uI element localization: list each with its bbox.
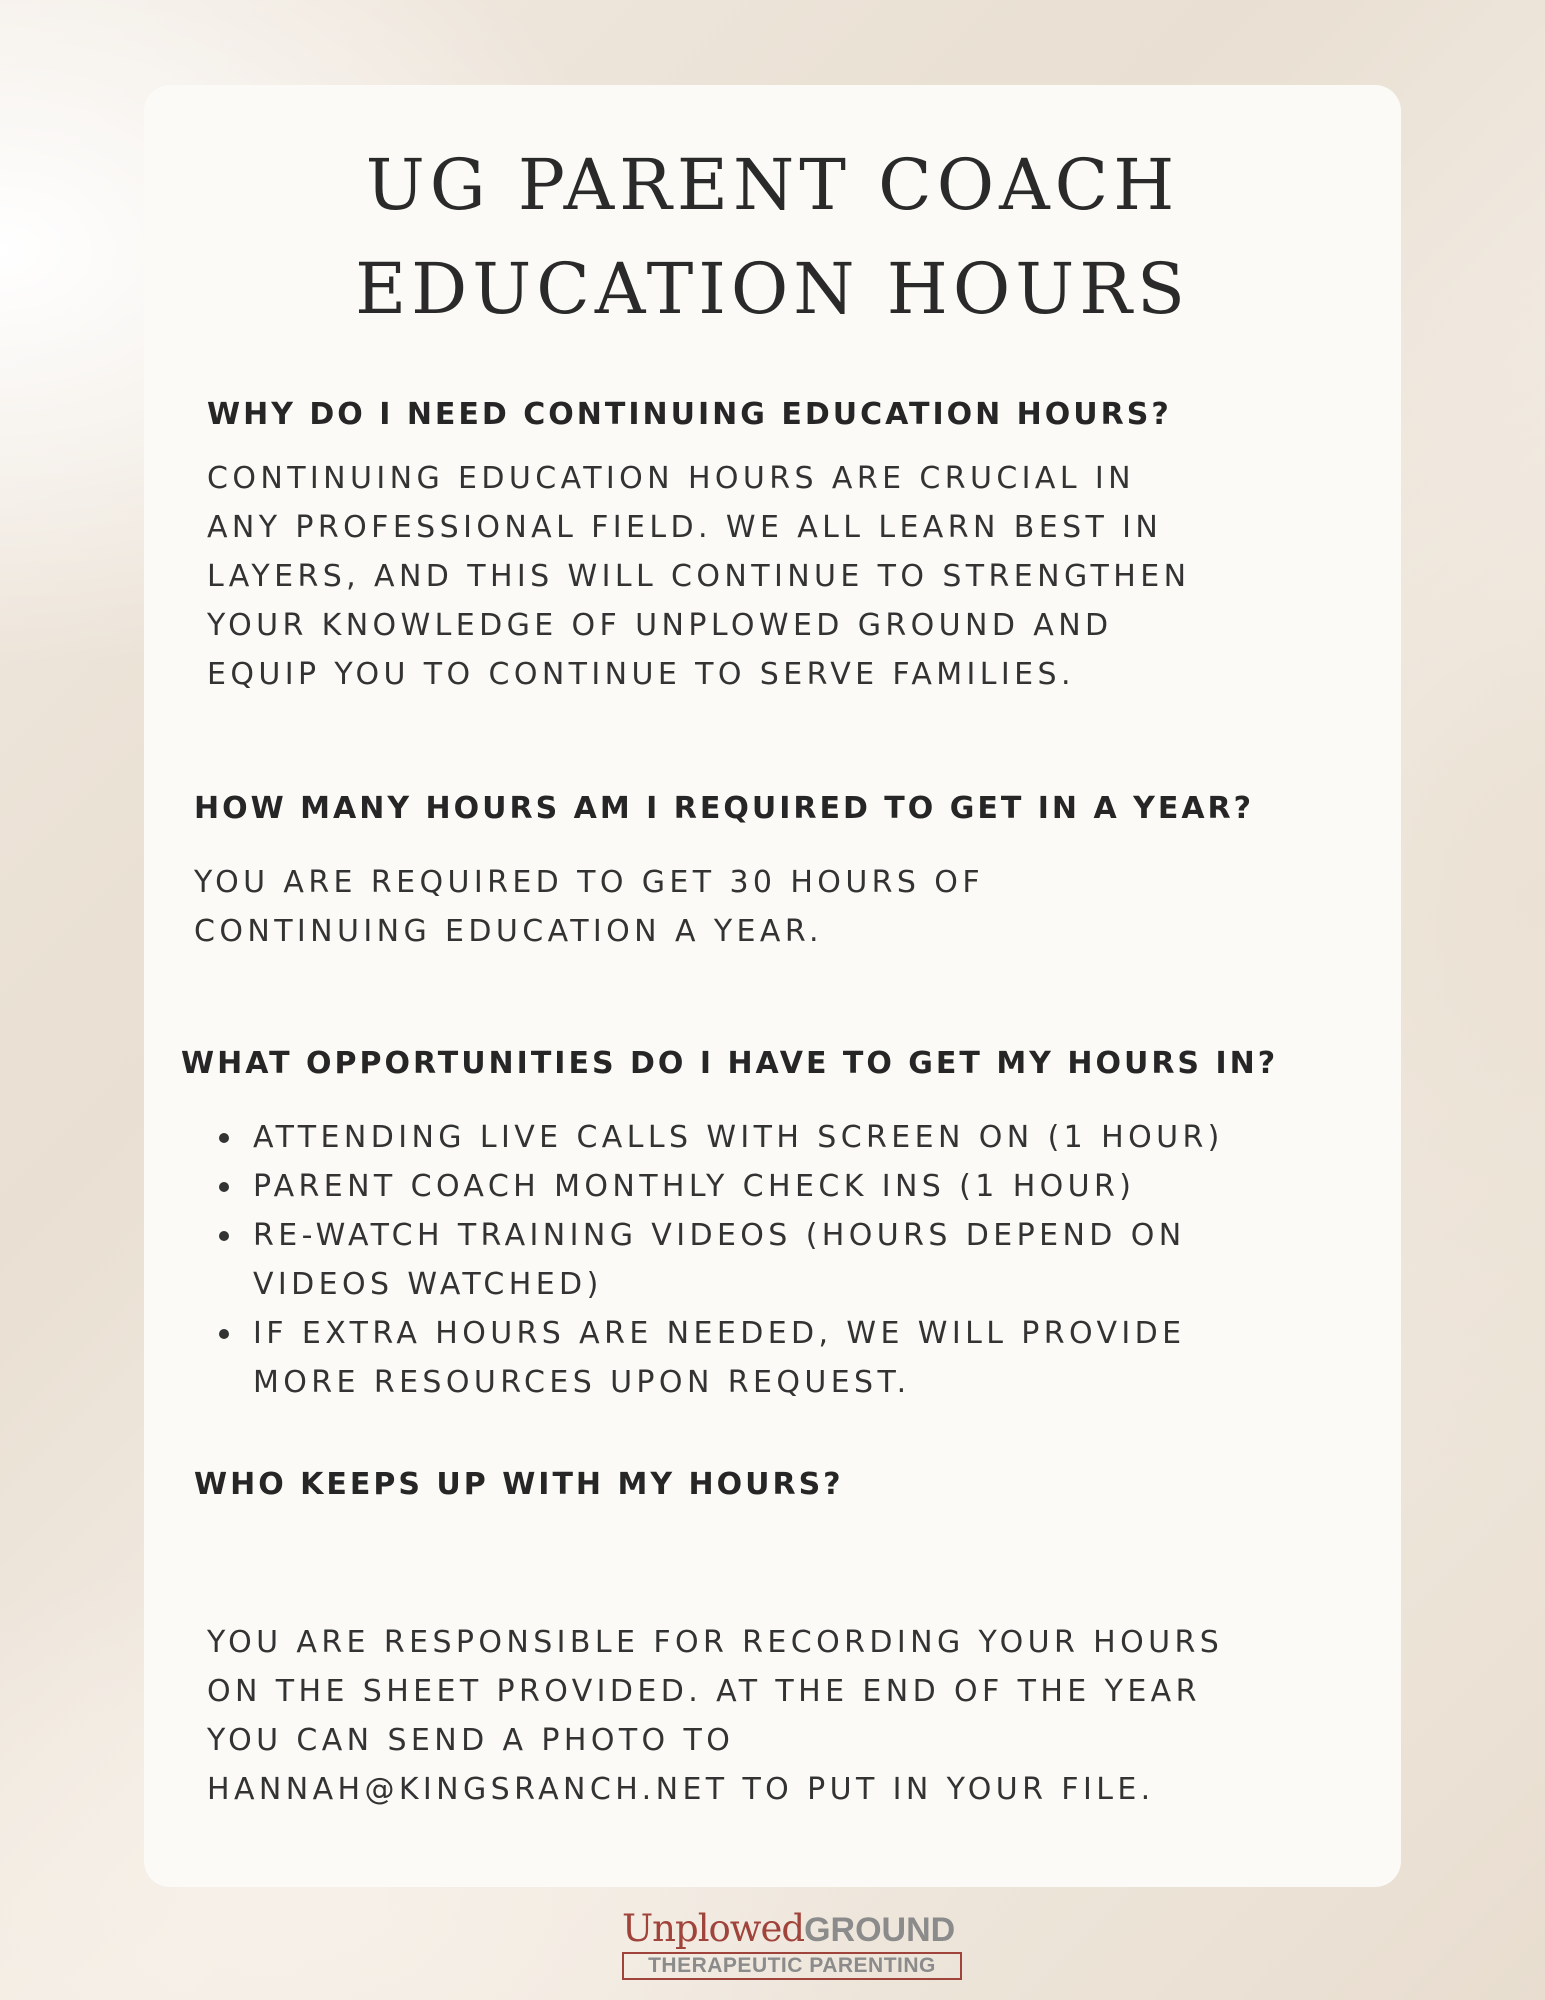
question-heading-who-keeps: WHO KEEPS UP WITH MY HOURS? — [194, 1467, 844, 1502]
list-item-line: MORE RESOURCES UPON REQUEST. — [253, 1365, 911, 1400]
page-title — [144, 133, 1401, 341]
list-item-line: PARENT COACH MONTHLY CHECK INS (1 HOUR) — [253, 1169, 1136, 1204]
list-item-line: VIDEOS WATCHED) — [253, 1267, 603, 1302]
list-item-line: RE-WATCH TRAINING VIDEOS (HOURS DEPEND ON — [253, 1218, 1186, 1253]
answer-who-keeps — [207, 1618, 1223, 1814]
answer-why — [207, 454, 1190, 699]
answer-line: ON THE SHEET PROVIDED. AT THE END OF THE YEAR — [207, 1674, 1201, 1709]
answer-how-many — [194, 858, 984, 956]
title-line-1: UG PARENT COACH — [365, 144, 1180, 226]
logo-script-text: Unplowed — [622, 1907, 805, 1950]
content-card — [144, 85, 1401, 1887]
question-heading-opportunities: WHAT OPPORTUNITIES DO I HAVE TO GET MY HOURS IN? — [181, 1046, 1279, 1081]
logo-tagline: THERAPEUTIC PARENTING — [622, 1952, 962, 1980]
list-item — [209, 1113, 1224, 1162]
answer-line: CONTINUING EDUCATION HOURS ARE CRUCIAL IN — [207, 461, 1135, 496]
answer-line: YOUR KNOWLEDGE OF UNPLOWED GROUND AND — [207, 608, 1113, 643]
logo-wordmark — [622, 1907, 956, 1955]
unplowed-ground-logo — [622, 1907, 966, 1982]
list-item — [209, 1309, 1224, 1407]
answer-line: LAYERS, AND THIS WILL CONTINUE TO STRENGTHEN — [207, 559, 1191, 594]
title-line-2: EDUCATION HOURS — [355, 248, 1190, 330]
list-item — [209, 1211, 1224, 1309]
list-item — [209, 1162, 1224, 1211]
answer-line: CONTINUING EDUCATION A YEAR. — [194, 914, 823, 949]
question-heading-why: WHY DO I NEED CONTINUING EDUCATION HOURS? — [207, 397, 1172, 432]
question-heading-how-many: HOW MANY HOURS AM I REQUIRED TO GET IN A YEAR? — [194, 791, 1255, 826]
opportunities-list — [209, 1113, 1224, 1407]
answer-line: ANY PROFESSIONAL FIELD. WE ALL LEARN BEST IN — [207, 510, 1163, 545]
answer-line: YOU ARE REQUIRED TO GET 30 HOURS OF — [194, 865, 984, 900]
answer-line: EQUIP YOU TO CONTINUE TO SERVE FAMILIES. — [207, 657, 1075, 692]
answer-line: YOU ARE RESPONSIBLE FOR RECORDING YOUR HOURS — [207, 1625, 1224, 1660]
logo-caps-text: GROUND — [804, 1911, 956, 1949]
list-item-line: ATTENDING LIVE CALLS WITH SCREEN ON (1 HOUR) — [253, 1120, 1224, 1155]
list-item-line: IF EXTRA HOURS ARE NEEDED, WE WILL PROVIDE — [253, 1316, 1186, 1351]
answer-line: YOU CAN SEND A PHOTO TO — [207, 1723, 735, 1758]
answer-line: HANNAH@KINGSRANCH.NET TO PUT IN YOUR FILE. — [207, 1772, 1155, 1807]
